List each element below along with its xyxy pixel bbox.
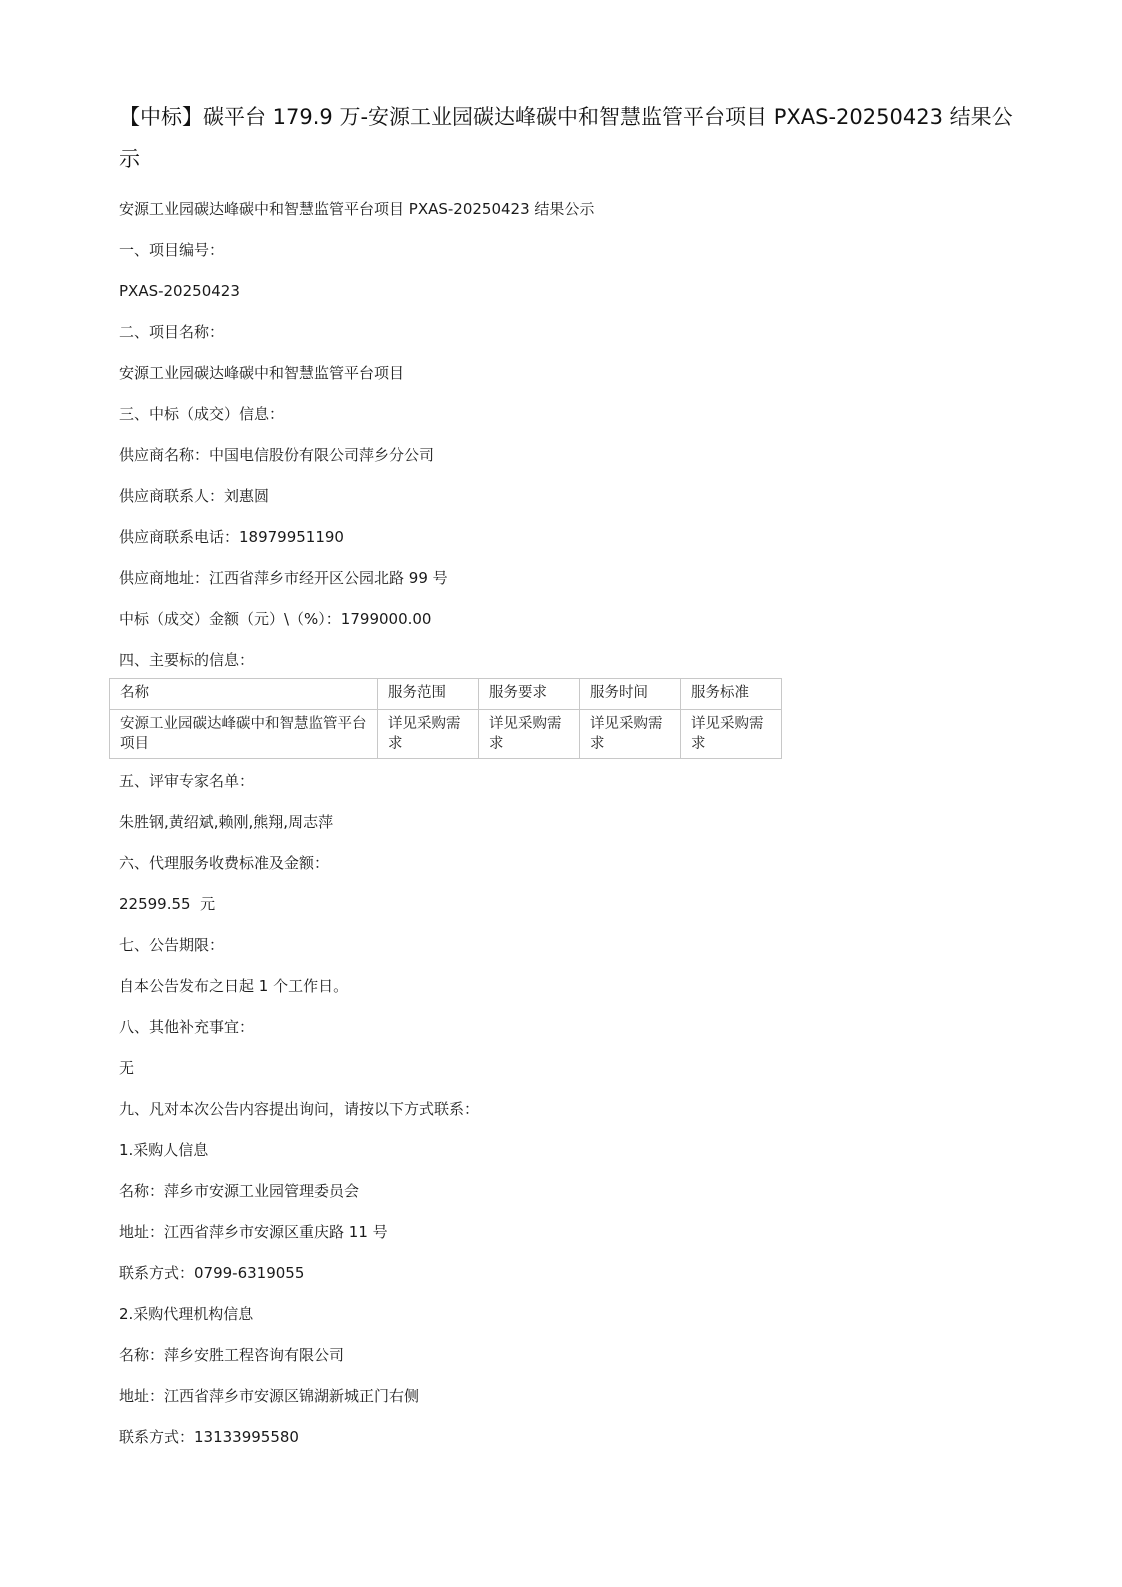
- section-targets-heading: 四、主要标的信息：: [119, 651, 255, 669]
- table-cell: 详见采购需求: [479, 710, 580, 759]
- experts-list: 朱胜钢,黄绍斌,赖刚,熊翔,周志萍: [119, 813, 334, 831]
- table-cell: 详见采购需求: [378, 710, 479, 759]
- agency-heading: 2.采购代理机构信息: [119, 1305, 254, 1323]
- agency-name: 名称：萍乡安胜工程咨询有限公司: [119, 1346, 345, 1364]
- supplier-address: 供应商地址：江西省萍乡市经开区公园北路 99 号: [119, 569, 448, 587]
- purchaser-contact: 联系方式：0799-6319055: [119, 1264, 305, 1282]
- supplier-name: 供应商名称：中国电信股份有限公司萍乡分公司: [119, 446, 435, 464]
- section-contact-heading: 九、凡对本次公告内容提出询问，请按以下方式联系：: [119, 1100, 480, 1118]
- other-matters: 无: [119, 1059, 135, 1077]
- targets-table: [109, 678, 782, 759]
- document-title: 【中标】碳平台 179.9 万-安源工业园碳达峰碳中和智慧监管平台项目 PXAS-20250423 结果公示: [119, 105, 1013, 171]
- table-header-cell: 服务时间: [580, 679, 681, 710]
- section-project-name-heading: 二、项目名称：: [119, 323, 225, 341]
- project-number: PXAS-20250423: [119, 282, 240, 300]
- table-cell: 详见采购需求: [681, 710, 782, 759]
- table-header-cell: 服务要求: [479, 679, 580, 710]
- award-amount: 中标（成交）金额（元）\（%）：1799000.00: [119, 610, 432, 628]
- supplier-phone: 供应商联系电话：18979951190: [119, 528, 344, 546]
- agency-contact: 联系方式：13133995580: [119, 1428, 299, 1446]
- table-row: [110, 710, 782, 759]
- section-project-number-heading: 一、项目编号：: [119, 241, 225, 259]
- document-page: [119, 96, 1019, 1467]
- section-award-heading: 三、中标（成交）信息：: [119, 405, 285, 423]
- section-other-heading: 八、其他补充事宜：: [119, 1018, 255, 1036]
- section-experts-heading: 五、评审专家名单：: [119, 772, 255, 790]
- table-header-cell: 名称: [110, 679, 378, 710]
- table-cell: 详见采购需求: [580, 710, 681, 759]
- notice-period: 自本公告发布之日起 1 个工作日。: [119, 977, 349, 995]
- table-cell: 安源工业园碳达峰碳中和智慧监管平台项目: [110, 710, 378, 759]
- agency-address: 地址：江西省萍乡市安源区锦湖新城正门右侧: [119, 1387, 420, 1405]
- supplier-contact: 供应商联系人：刘惠圆: [119, 487, 270, 505]
- project-name: 安源工业园碳达峰碳中和智慧监管平台项目: [119, 364, 405, 382]
- document-subtitle: 安源工业园碳达峰碳中和智慧监管平台项目 PXAS-20250423 结果公示: [119, 200, 595, 218]
- purchaser-heading: 1.采购人信息: [119, 1141, 209, 1159]
- table-header-cell: 服务标准: [681, 679, 782, 710]
- table-header-row: [110, 679, 782, 710]
- table-header-cell: 服务范围: [378, 679, 479, 710]
- purchaser-address: 地址：江西省萍乡市安源区重庆路 11 号: [119, 1223, 388, 1241]
- purchaser-name: 名称：萍乡市安源工业园管理委员会: [119, 1182, 360, 1200]
- section-agency-fee-heading: 六、代理服务收费标准及金额：: [119, 854, 330, 872]
- section-notice-period-heading: 七、公告期限：: [119, 936, 225, 954]
- agency-fee: 22599.55 元: [119, 895, 216, 913]
